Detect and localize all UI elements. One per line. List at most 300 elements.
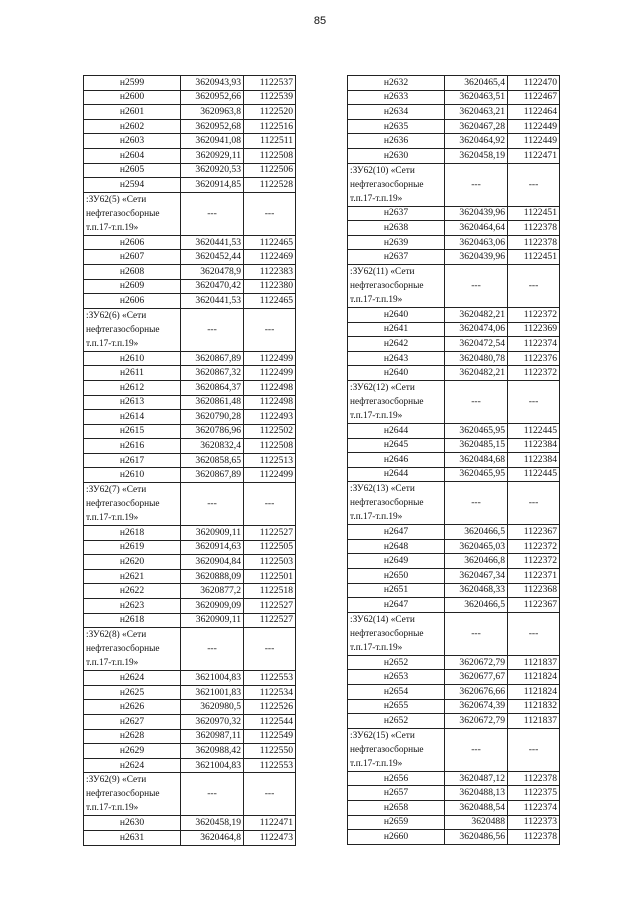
- x-coordinate: 3620465,4: [445, 76, 508, 91]
- y-coordinate: ---: [244, 308, 296, 351]
- point-id: н2656: [348, 771, 445, 786]
- point-id: н2594: [84, 178, 181, 193]
- plot-name: :ЗУ62(15) «Сети нефтегазосборные т.п.17-т.п.19»: [348, 728, 445, 771]
- point-id: н2612: [84, 380, 181, 395]
- point-id: н2651: [348, 583, 445, 598]
- x-coordinate: ---: [181, 308, 244, 351]
- plot-group-row: [348, 612, 560, 655]
- y-coordinate: 1122374: [508, 801, 560, 816]
- table-row: [348, 235, 560, 250]
- point-id: н2627: [84, 715, 181, 730]
- point-id: н2608: [84, 264, 181, 279]
- point-id: н2610: [84, 468, 181, 483]
- y-coordinate: 1122445: [508, 467, 560, 482]
- point-id: н2604: [84, 148, 181, 163]
- plot-group-row: [348, 380, 560, 423]
- x-coordinate: 3620488,54: [445, 801, 508, 816]
- x-coordinate: 3620465,95: [445, 467, 508, 482]
- table-row: [348, 105, 560, 120]
- x-coordinate: 3620464,92: [445, 134, 508, 149]
- plot-name: :ЗУ62(14) «Сети нефтегазосборные т.п.17-т.п.19»: [348, 612, 445, 655]
- y-coordinate: 1122464: [508, 105, 560, 120]
- y-coordinate: 1122384: [508, 438, 560, 453]
- point-id: н2601: [84, 105, 181, 120]
- y-coordinate: 1122553: [244, 671, 296, 686]
- y-coordinate: 1122449: [508, 134, 560, 149]
- x-coordinate: ---: [445, 482, 508, 525]
- x-coordinate: 3620674,39: [445, 699, 508, 714]
- plot-name: :ЗУ62(9) «Сети нефтегазосборные т.п.17-т.п.19»: [84, 773, 181, 816]
- x-coordinate: 3620488: [445, 815, 508, 830]
- x-coordinate: 3621004,83: [181, 758, 244, 773]
- y-coordinate: 1122380: [244, 279, 296, 294]
- y-coordinate: 1122499: [244, 366, 296, 381]
- y-coordinate: ---: [508, 380, 560, 423]
- table-row: [84, 395, 296, 410]
- x-coordinate: 3620465,03: [445, 539, 508, 554]
- x-coordinate: ---: [181, 483, 244, 526]
- x-coordinate: 3620487,12: [445, 771, 508, 786]
- y-coordinate: 1122526: [244, 700, 296, 715]
- y-coordinate: 1122378: [508, 771, 560, 786]
- y-coordinate: 1122553: [244, 758, 296, 773]
- y-coordinate: 1122378: [508, 221, 560, 236]
- plot-group-row: [84, 773, 296, 816]
- x-coordinate: ---: [445, 264, 508, 307]
- table-row: [84, 671, 296, 686]
- point-id: н2660: [348, 830, 445, 845]
- point-id: н2642: [348, 337, 445, 352]
- page-number: 85: [313, 15, 327, 27]
- point-id: н2632: [348, 76, 445, 91]
- x-coordinate: 3620864,37: [181, 380, 244, 395]
- x-coordinate: 3620676,66: [445, 685, 508, 700]
- table-row: [348, 337, 560, 352]
- y-coordinate: 1122498: [244, 395, 296, 410]
- point-id: н2652: [348, 655, 445, 670]
- point-id: н2637: [348, 250, 445, 265]
- y-coordinate: ---: [508, 482, 560, 525]
- y-coordinate: 1121837: [508, 655, 560, 670]
- point-id: н2644: [348, 467, 445, 482]
- plot-group-row: [84, 308, 296, 351]
- point-id: н2617: [84, 453, 181, 468]
- plot-group-row: [348, 482, 560, 525]
- y-coordinate: 1122451: [508, 206, 560, 221]
- table-row: [84, 380, 296, 395]
- x-coordinate: 3620472,54: [445, 337, 508, 352]
- coordinates-table-left: [83, 75, 296, 846]
- coordinates-table-right: [347, 75, 560, 845]
- table-row: [348, 786, 560, 801]
- table-row: [84, 830, 296, 845]
- y-coordinate: 1122375: [508, 786, 560, 801]
- x-coordinate: 3620458,19: [181, 816, 244, 831]
- y-coordinate: 1122502: [244, 424, 296, 439]
- x-coordinate: ---: [445, 612, 508, 655]
- point-id: н2621: [84, 569, 181, 584]
- y-coordinate: 1122506: [244, 163, 296, 178]
- x-coordinate: ---: [445, 163, 508, 206]
- x-coordinate: 3620482,21: [445, 307, 508, 322]
- table-row: [84, 526, 296, 541]
- table-row: [84, 134, 296, 149]
- y-coordinate: 1122369: [508, 322, 560, 337]
- y-coordinate: 1122372: [508, 307, 560, 322]
- x-coordinate: 3620909,09: [181, 599, 244, 614]
- y-coordinate: ---: [508, 264, 560, 307]
- x-coordinate: 3620478,9: [181, 264, 244, 279]
- point-id: н2643: [348, 351, 445, 366]
- x-coordinate: 3620672,79: [445, 714, 508, 729]
- plot-group-row: [348, 264, 560, 307]
- y-coordinate: 1122539: [244, 90, 296, 105]
- plot-group-row: [84, 483, 296, 526]
- y-coordinate: 1122465: [244, 294, 296, 309]
- y-coordinate: 1122513: [244, 453, 296, 468]
- table-row: [348, 525, 560, 540]
- y-coordinate: 1122470: [508, 76, 560, 91]
- x-coordinate: 3620485,15: [445, 438, 508, 453]
- point-id: н2646: [348, 453, 445, 468]
- y-coordinate: 1122498: [244, 380, 296, 395]
- table-row: [348, 322, 560, 337]
- x-coordinate: ---: [445, 728, 508, 771]
- table-row: [84, 90, 296, 105]
- x-coordinate: 3620482,21: [445, 366, 508, 381]
- table-row: [348, 830, 560, 845]
- table-row: [348, 714, 560, 729]
- plot-name: :ЗУ62(8) «Сети нефтегазосборные т.п.17-т.п.19»: [84, 628, 181, 671]
- y-coordinate: 1122471: [244, 816, 296, 831]
- x-coordinate: 3620963,8: [181, 105, 244, 120]
- table-row: [84, 584, 296, 599]
- table-row: [348, 119, 560, 134]
- point-id: н2630: [348, 148, 445, 163]
- point-id: н2639: [348, 235, 445, 250]
- y-coordinate: 1122537: [244, 76, 296, 91]
- y-coordinate: 1122373: [508, 815, 560, 830]
- point-id: н2626: [84, 700, 181, 715]
- point-id: н2625: [84, 685, 181, 700]
- point-id: н2615: [84, 424, 181, 439]
- y-coordinate: 1122499: [244, 468, 296, 483]
- table-row: [84, 758, 296, 773]
- y-coordinate: 1122505: [244, 540, 296, 555]
- point-id: н2647: [348, 598, 445, 613]
- table-row: [84, 613, 296, 628]
- y-coordinate: 1122549: [244, 729, 296, 744]
- table-row: [348, 554, 560, 569]
- table-row: [84, 468, 296, 483]
- x-coordinate: 3620861,48: [181, 395, 244, 410]
- point-id: н2630: [84, 816, 181, 831]
- table-row: [348, 351, 560, 366]
- point-id: н2624: [84, 671, 181, 686]
- x-coordinate: 3620920,53: [181, 163, 244, 178]
- point-id: н2609: [84, 279, 181, 294]
- x-coordinate: 3620467,34: [445, 569, 508, 584]
- x-coordinate: 3620858,65: [181, 453, 244, 468]
- table-row: [348, 423, 560, 438]
- table-row: [348, 569, 560, 584]
- x-coordinate: 3620909,11: [181, 526, 244, 541]
- x-coordinate: 3620488,13: [445, 786, 508, 801]
- x-coordinate: 3620458,19: [445, 148, 508, 163]
- plot-group-row: [348, 163, 560, 206]
- point-id: н2649: [348, 554, 445, 569]
- point-id: н2634: [348, 105, 445, 120]
- point-id: н2629: [84, 744, 181, 759]
- y-coordinate: 1122378: [508, 830, 560, 845]
- point-id: н2603: [84, 134, 181, 149]
- y-coordinate: 1122372: [508, 554, 560, 569]
- x-coordinate: 3620484,68: [445, 453, 508, 468]
- x-coordinate: 3620677,67: [445, 670, 508, 685]
- y-coordinate: 1122508: [244, 148, 296, 163]
- y-coordinate: 1122469: [244, 250, 296, 265]
- table-row: [348, 90, 560, 105]
- x-coordinate: 3620672,79: [445, 655, 508, 670]
- table-row: [84, 351, 296, 366]
- y-coordinate: 1122503: [244, 555, 296, 570]
- table-row: [84, 424, 296, 439]
- point-id: н2611: [84, 366, 181, 381]
- x-coordinate: 3620888,09: [181, 569, 244, 584]
- table-row: [348, 670, 560, 685]
- point-id: н2645: [348, 438, 445, 453]
- table-row: [84, 685, 296, 700]
- y-coordinate: 1122383: [244, 264, 296, 279]
- plot-name: :ЗУ62(6) «Сети нефтегазосборные т.п.17-т.п.19»: [84, 308, 181, 351]
- table-row: [84, 76, 296, 91]
- x-coordinate: 3620480,78: [445, 351, 508, 366]
- y-coordinate: 1122493: [244, 410, 296, 425]
- coordinates-table-left-body: [84, 76, 296, 846]
- x-coordinate: 3620464,64: [445, 221, 508, 236]
- y-coordinate: 1122367: [508, 598, 560, 613]
- y-coordinate: ---: [508, 163, 560, 206]
- table-row: [84, 105, 296, 120]
- coordinates-table-right-body: [348, 76, 560, 845]
- x-coordinate: 3620904,84: [181, 555, 244, 570]
- point-id: н2635: [348, 119, 445, 134]
- point-id: н2659: [348, 815, 445, 830]
- x-coordinate: 3620867,89: [181, 351, 244, 366]
- y-coordinate: ---: [508, 728, 560, 771]
- y-coordinate: 1122499: [244, 351, 296, 366]
- x-coordinate: 3620914,63: [181, 540, 244, 555]
- point-id: н2637: [348, 206, 445, 221]
- y-coordinate: 1122527: [244, 599, 296, 614]
- x-coordinate: 3620790,28: [181, 410, 244, 425]
- y-coordinate: 1122374: [508, 337, 560, 352]
- x-coordinate: 3620463,21: [445, 105, 508, 120]
- point-id: н2618: [84, 613, 181, 628]
- point-id: н2606: [84, 235, 181, 250]
- point-id: н2620: [84, 555, 181, 570]
- x-coordinate: 3621001,83: [181, 685, 244, 700]
- x-coordinate: 3620987,11: [181, 729, 244, 744]
- x-coordinate: 3620909,11: [181, 613, 244, 628]
- point-id: н2599: [84, 76, 181, 91]
- table-row: [348, 815, 560, 830]
- y-coordinate: 1121824: [508, 670, 560, 685]
- x-coordinate: 3620786,96: [181, 424, 244, 439]
- x-coordinate: 3620832,4: [181, 439, 244, 454]
- x-coordinate: 3620441,53: [181, 294, 244, 309]
- point-id: н2605: [84, 163, 181, 178]
- table-row: [84, 453, 296, 468]
- x-coordinate: 3620929,11: [181, 148, 244, 163]
- y-coordinate: 1122465: [244, 235, 296, 250]
- x-coordinate: 3620463,06: [445, 235, 508, 250]
- table-row: [348, 685, 560, 700]
- x-coordinate: 3620466,5: [445, 598, 508, 613]
- x-coordinate: 3620943,93: [181, 76, 244, 91]
- x-coordinate: 3620867,89: [181, 468, 244, 483]
- table-row: [348, 76, 560, 91]
- point-id: н2618: [84, 526, 181, 541]
- table-row: [348, 307, 560, 322]
- y-coordinate: 1122471: [508, 148, 560, 163]
- plot-name: :ЗУ62(13) «Сети нефтегазосборные т.п.17-т.п.19»: [348, 482, 445, 525]
- table-row: [84, 235, 296, 250]
- plot-group-row: [84, 628, 296, 671]
- point-id: н2616: [84, 439, 181, 454]
- y-coordinate: 1122384: [508, 453, 560, 468]
- point-id: н2640: [348, 366, 445, 381]
- table-row: [84, 178, 296, 193]
- y-coordinate: 1122508: [244, 439, 296, 454]
- point-id: н2614: [84, 410, 181, 425]
- x-coordinate: 3620952,68: [181, 119, 244, 134]
- point-id: н2619: [84, 540, 181, 555]
- table-row: [348, 453, 560, 468]
- x-coordinate: 3620466,5: [445, 525, 508, 540]
- point-id: н2655: [348, 699, 445, 714]
- table-row: [348, 366, 560, 381]
- table-row: [348, 467, 560, 482]
- x-coordinate: 3620988,42: [181, 744, 244, 759]
- y-coordinate: ---: [244, 483, 296, 526]
- y-coordinate: 1122473: [244, 830, 296, 845]
- x-coordinate: ---: [445, 380, 508, 423]
- x-coordinate: 3620439,96: [445, 250, 508, 265]
- table-row: [84, 250, 296, 265]
- x-coordinate: 3620877,2: [181, 584, 244, 599]
- y-coordinate: ---: [244, 773, 296, 816]
- point-id: н2636: [348, 134, 445, 149]
- plot-group-row: [84, 192, 296, 235]
- x-coordinate: 3620470,42: [181, 279, 244, 294]
- point-id: н2638: [348, 221, 445, 236]
- y-coordinate: 1122516: [244, 119, 296, 134]
- table-row: [84, 279, 296, 294]
- x-coordinate: ---: [181, 628, 244, 671]
- plot-name: :ЗУ62(5) «Сети нефтегазосборные т.п.17-т.п.19»: [84, 192, 181, 235]
- x-coordinate: 3620474,06: [445, 322, 508, 337]
- y-coordinate: ---: [244, 628, 296, 671]
- table-row: [84, 700, 296, 715]
- point-id: н2650: [348, 569, 445, 584]
- x-coordinate: 3620970,32: [181, 715, 244, 730]
- table-row: [348, 699, 560, 714]
- table-row: [84, 744, 296, 759]
- y-coordinate: 1122372: [508, 366, 560, 381]
- point-id: н2631: [84, 830, 181, 845]
- point-id: н2648: [348, 539, 445, 554]
- point-id: н2600: [84, 90, 181, 105]
- y-coordinate: 1122372: [508, 539, 560, 554]
- x-coordinate: 3620980,5: [181, 700, 244, 715]
- point-id: н2653: [348, 670, 445, 685]
- y-coordinate: 1122527: [244, 613, 296, 628]
- table-row: [348, 438, 560, 453]
- y-coordinate: 1121824: [508, 685, 560, 700]
- point-id: н2607: [84, 250, 181, 265]
- x-coordinate: 3620466,8: [445, 554, 508, 569]
- table-row: [348, 539, 560, 554]
- x-coordinate: 3620463,51: [445, 90, 508, 105]
- table-row: [84, 366, 296, 381]
- point-id: н2613: [84, 395, 181, 410]
- y-coordinate: 1121832: [508, 699, 560, 714]
- table-row: [84, 569, 296, 584]
- table-row: [84, 148, 296, 163]
- plot-name: :ЗУ62(7) «Сети нефтегазосборные т.п.17-т.п.19»: [84, 483, 181, 526]
- y-coordinate: 1122467: [508, 90, 560, 105]
- point-id: н2610: [84, 351, 181, 366]
- x-coordinate: 3620952,66: [181, 90, 244, 105]
- y-coordinate: 1122527: [244, 526, 296, 541]
- table-row: [84, 119, 296, 134]
- table-row: [84, 816, 296, 831]
- point-id: н2658: [348, 801, 445, 816]
- x-coordinate: 3620452,44: [181, 250, 244, 265]
- point-id: н2652: [348, 714, 445, 729]
- point-id: н2657: [348, 786, 445, 801]
- x-coordinate: 3621004,83: [181, 671, 244, 686]
- table-row: [84, 294, 296, 309]
- y-coordinate: 1122445: [508, 423, 560, 438]
- y-coordinate: 1122511: [244, 134, 296, 149]
- table-row: [348, 655, 560, 670]
- y-coordinate: 1122534: [244, 685, 296, 700]
- x-coordinate: 3620941,08: [181, 134, 244, 149]
- y-coordinate: 1122520: [244, 105, 296, 120]
- y-coordinate: 1122449: [508, 119, 560, 134]
- table-row: [348, 221, 560, 236]
- point-id: н2640: [348, 307, 445, 322]
- table-row: [84, 540, 296, 555]
- table-row: [84, 555, 296, 570]
- y-coordinate: 1121837: [508, 714, 560, 729]
- x-coordinate: 3620465,95: [445, 423, 508, 438]
- y-coordinate: 1122501: [244, 569, 296, 584]
- y-coordinate: 1122378: [508, 235, 560, 250]
- y-coordinate: 1122544: [244, 715, 296, 730]
- point-id: н2602: [84, 119, 181, 134]
- point-id: н2606: [84, 294, 181, 309]
- point-id: н2624: [84, 758, 181, 773]
- y-coordinate: 1122518: [244, 584, 296, 599]
- x-coordinate: 3620441,53: [181, 235, 244, 250]
- y-coordinate: ---: [508, 612, 560, 655]
- point-id: н2623: [84, 599, 181, 614]
- table-row: [84, 439, 296, 454]
- y-coordinate: 1122367: [508, 525, 560, 540]
